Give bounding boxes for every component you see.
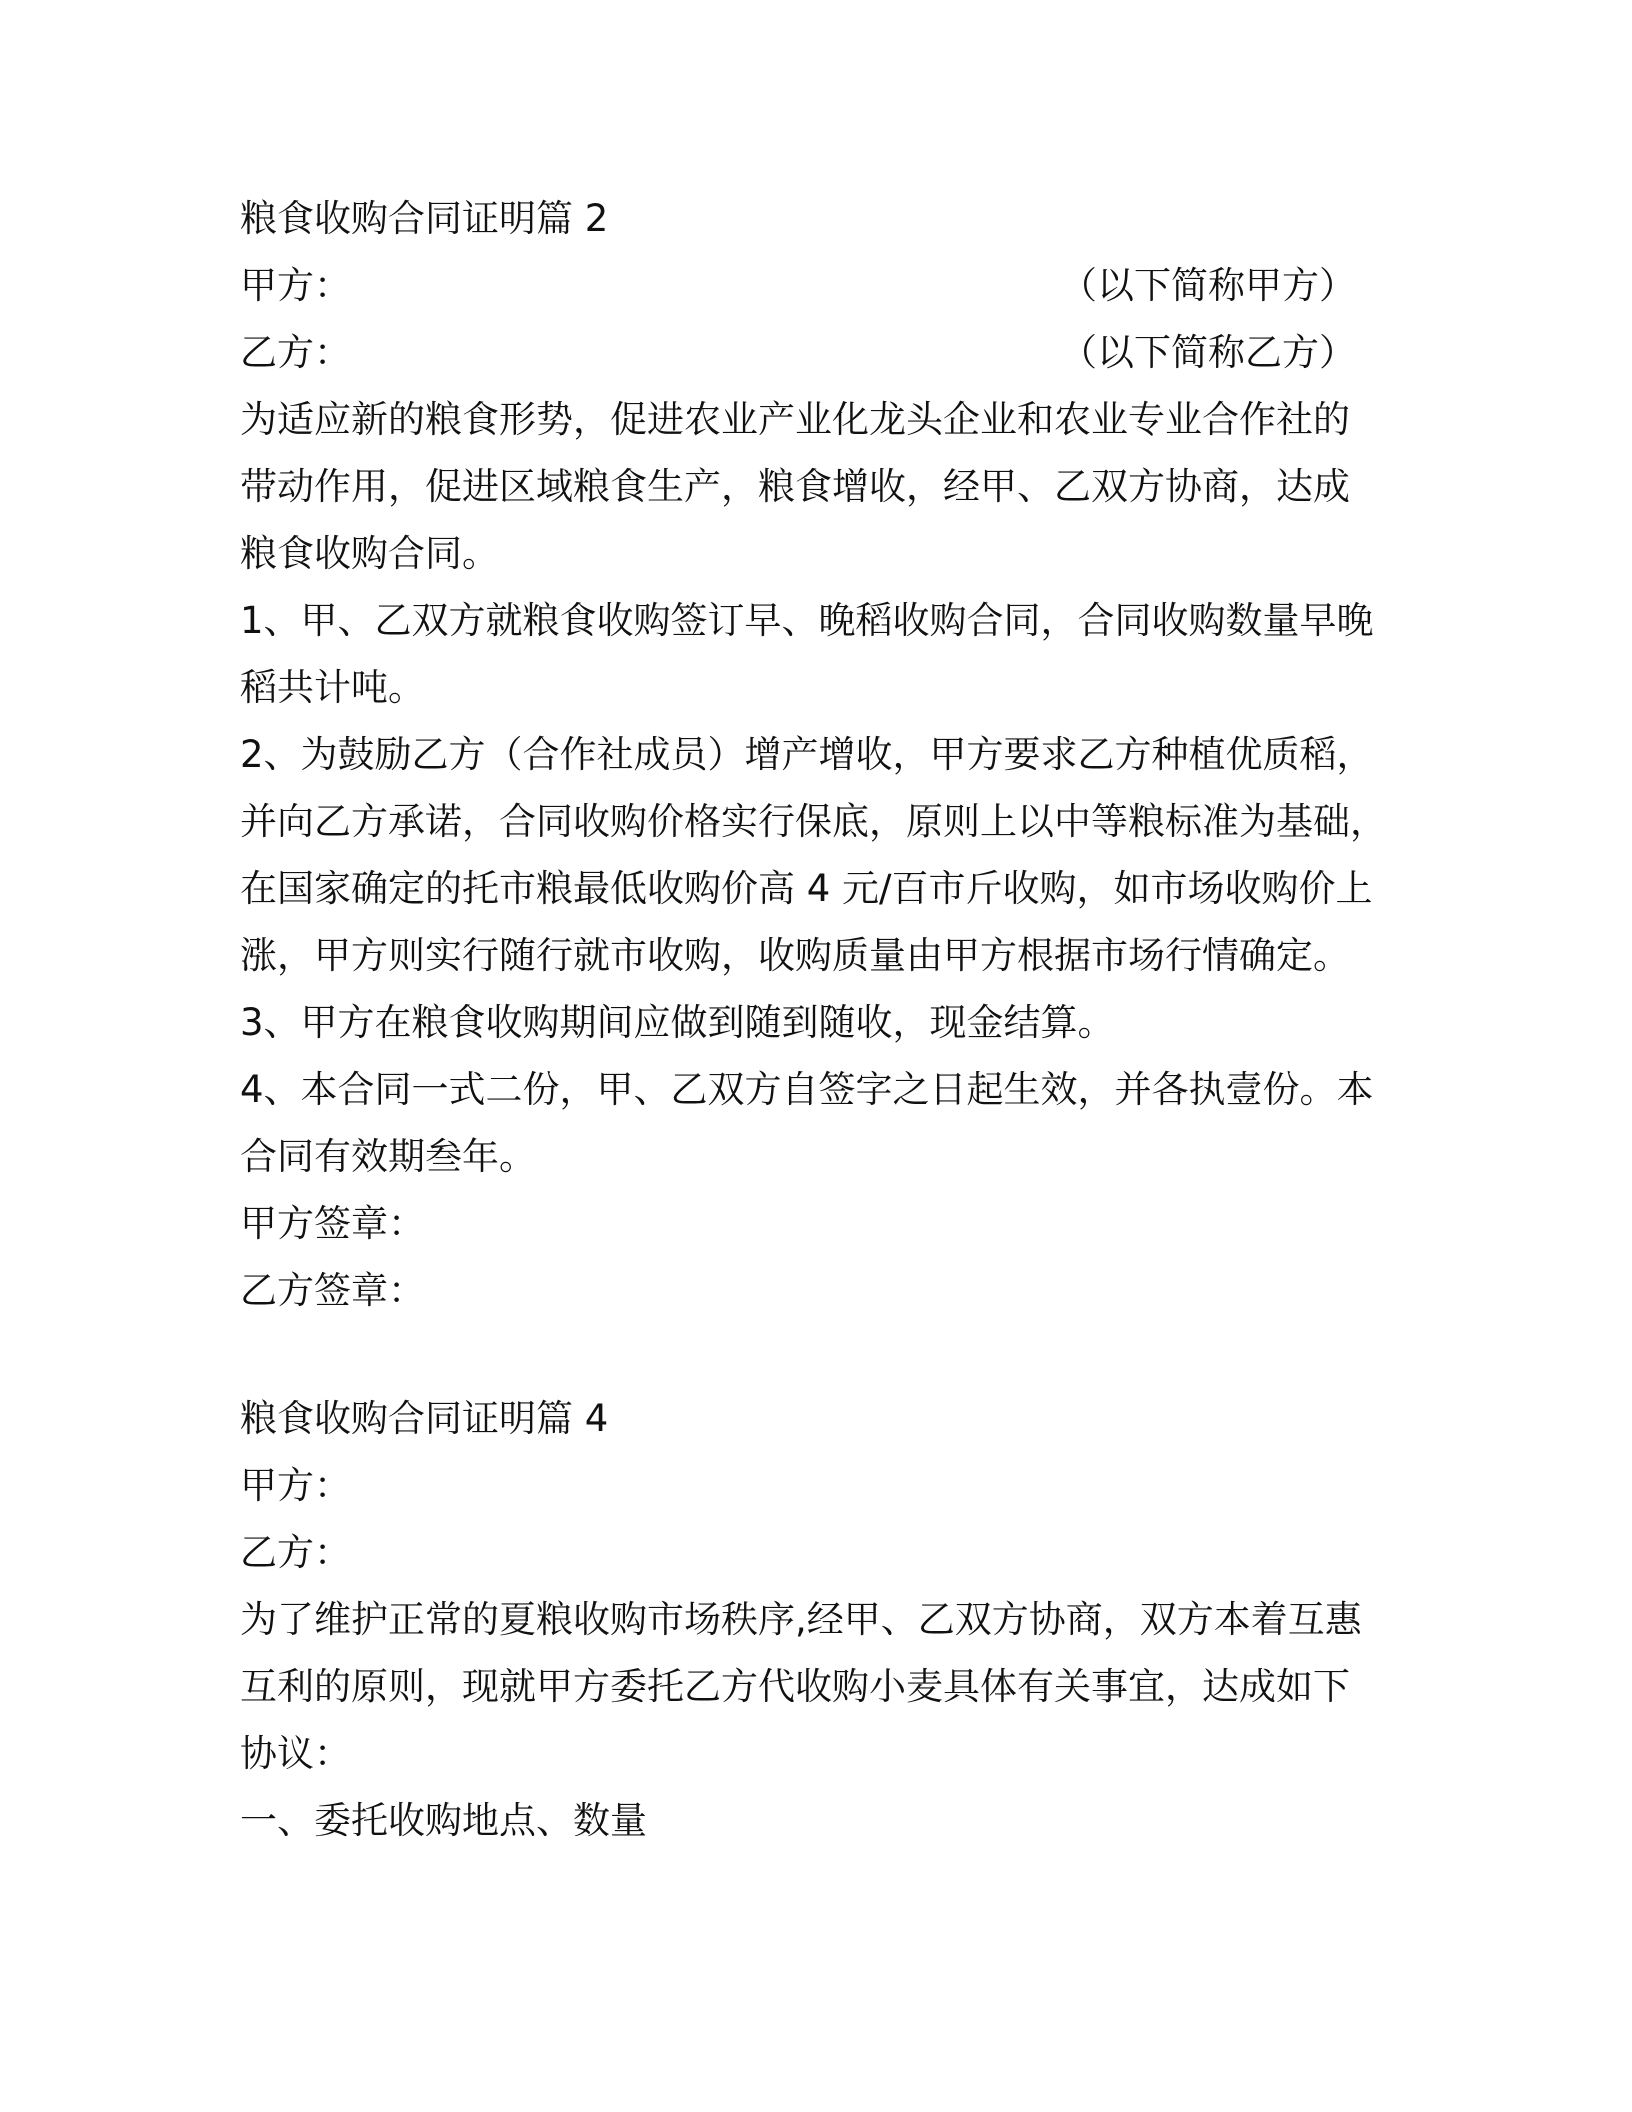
party-b-label: 乙方： bbox=[240, 331, 351, 374]
clause-2-line: 涨，甲方则实行随行就市收购，收购质量由甲方根据市场行情确定。 bbox=[240, 934, 1350, 977]
section-2-intro-line: 为适应新的粮食形势，促进农业产业化龙头企业和农业专业合作社的 bbox=[240, 398, 1350, 441]
section-2-intro-line: 粮食收购合同。 bbox=[240, 532, 499, 575]
clause-2-line: 在国家确定的托市粮最低收购价高 4 元/百市斤收购，如市场收购价上 bbox=[240, 867, 1373, 910]
section-4-title: 粮食收购合同证明篇 4 bbox=[240, 1397, 609, 1440]
clause-2-line: 并向乙方承诺，合同收购价格实行保底，原则上以中等粮标准为基础， bbox=[240, 800, 1387, 843]
clause-3-line: 3、甲方在粮食收购期间应做到随到随收，现金结算。 bbox=[240, 1001, 1115, 1044]
clause-1-line: 1、甲、乙双方就粮食收购签订早、晚稻收购合同，合同收购数量早晚 bbox=[240, 599, 1374, 642]
section-2-intro-line: 带动作用，促进区域粮食生产，粮食增收，经甲、乙双方协商，达成 bbox=[240, 465, 1350, 508]
section-2-party-a-row bbox=[240, 253, 1400, 319]
party-a-signature-label: 甲方签章： bbox=[240, 1202, 425, 1245]
section-2-party-b-row bbox=[240, 320, 1400, 386]
party-a-label: 甲方： bbox=[240, 264, 351, 307]
clause-2-line: 2、为鼓励乙方（合作社成员）增产增收，甲方要求乙方种植优质稻， bbox=[240, 733, 1374, 776]
section-4-heading-1: 一、委托收购地点、数量 bbox=[240, 1799, 647, 1842]
clause-4-line: 合同有效期叁年。 bbox=[240, 1135, 536, 1178]
party-b-suffix: （以下简称乙方） bbox=[1060, 331, 1356, 374]
clause-1-line: 稻共计吨。 bbox=[240, 666, 425, 709]
section-4-intro-line: 互利的原则，现就甲方委托乙方代收购小麦具体有关事宜，达成如下 bbox=[240, 1665, 1350, 1708]
section-4-intro-line: 为了维护正常的夏粮收购市场秩序,经甲、乙双方协商，双方本着互惠 bbox=[240, 1598, 1362, 1641]
section-4-party-a-label: 甲方： bbox=[240, 1464, 351, 1507]
party-b-signature-label: 乙方签章： bbox=[240, 1269, 425, 1312]
section-4-intro-line: 协议： bbox=[240, 1732, 351, 1775]
clause-4-line: 4、本合同一式二份，甲、乙双方自签字之日起生效，并各执壹份。本 bbox=[240, 1068, 1374, 1111]
section-4-party-b-label: 乙方： bbox=[240, 1531, 351, 1574]
section-2-title: 粮食收购合同证明篇 2 bbox=[240, 197, 609, 240]
party-a-suffix: （以下简称甲方） bbox=[1060, 264, 1356, 307]
